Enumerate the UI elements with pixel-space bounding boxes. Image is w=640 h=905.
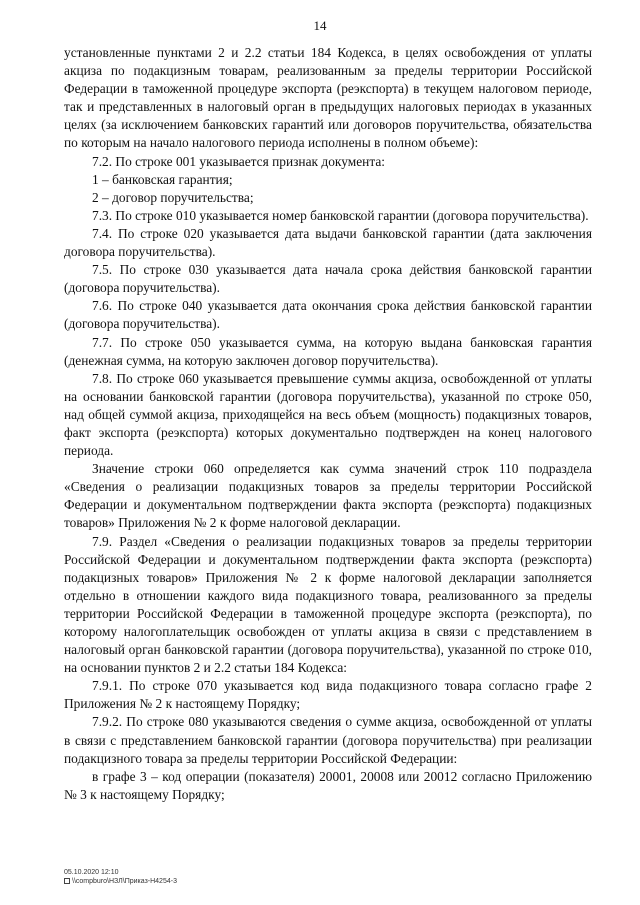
document-body <box>64 44 592 804</box>
footer-file-path: \\compburo\НЗЛ\Приказ-Н4254-3 <box>72 878 177 885</box>
paragraph: 7.2. По строке 001 указывается признак документа: <box>92 153 386 169</box>
paragraph: 7.6. По строке 040 указывается дата окончания срока действия банковской гарантии (договора поручительства). <box>64 298 592 332</box>
paragraph: 7.9.2. По строке 080 указываются сведения о сумме акциза, освобожденной от уплаты в связи с представлением банковской гарантии (договора поручительства) при реализации подакцизного товара за пределы территории Российской Федерации: <box>64 714 592 766</box>
paragraph: 2 – договор поручительства; <box>92 189 254 205</box>
paragraph: Значение строки 060 определяется как сумма значений строк 110 подраздела «Сведения о реализации подакцизных товаров за пределы территории Российской Федерации и документальном подтверждении факта экспорта (реэкспорта) подакцизных товаров» Приложения № 2 к форме налоговой декларации. <box>64 461 592 531</box>
paragraph: 7.9. Раздел «Сведения о реализации подакцизных товаров за пределы территории Российской Федерации и документальном подтверждении факта экспорта (реэкспорта) подакцизных товаров» Приложения № 2 к форме налоговой декларации заполняется отдельно в отношении каждого вида подакцизного товара, реализованного за пределы территории Российской Федерации в таможенной процедуре экспорта (реэкспорта), по которому налогоплательщик освобожден от уплаты акциза в связи с представлением в налоговый орган банковской гарантии (договора поручительства), указанной по строке 010, на основании пунктов 2 и 2.2 статьи 184 Кодекса: <box>64 533 592 676</box>
paragraph: 7.5. По строке 030 указывается дата начала срока действия банковской гарантии (договора поручительства). <box>64 262 592 296</box>
paragraph: 7.8. По строке 060 указывается превышение суммы акциза, освобожденной от уплаты на основании банковской гарантии (договора поручительства), указанной по строке 050, над общей суммой акциза, приходящейся на весь объем (мощность) подакцизных товаров, факт экспорта (реэкспорта) которых документально подтвержден на конец налогового периода. <box>64 370 592 459</box>
footer-date: 05.10.2020 12:10 <box>64 869 119 876</box>
paragraph: 7.7. По строке 050 указывается сумма, на которую выдана банковская гарантия (денежная сумма, на которую заключен договор поручительства). <box>64 334 592 368</box>
file-icon <box>64 878 70 884</box>
paragraph: в графе 3 – код операции (показателя) 20001, 20008 или 20012 согласно Приложению № 3 к настоящему Порядку; <box>64 768 592 802</box>
paragraph: 7.4. По строке 020 указывается дата выдачи банковской гарантии (дата заключения договора поручительства). <box>64 225 592 260</box>
paragraph: 1 – банковская гарантия; <box>92 171 233 187</box>
page-number: 14 <box>313 18 327 33</box>
paragraph: установленные пунктами 2 и 2.2 статьи 184 Кодекса, в целях освобождения от уплаты акциза по подакцизным товарам, реализованным за пределы территории Российской Федерации в таможенной процедуре экспорта (реэкспорта) в текущем налоговом периоде, так и представленных в налоговый орган в предыдущих налоговых периодах в указанных целях (за исключением банковских гарантий или договоров поручительства, обязательства по которым на начало налогового периода исполнены в полном объеме): <box>64 45 592 151</box>
paragraph: 7.3. По строке 010 указывается номер банковской гарантии (договора поручительства). <box>92 207 589 223</box>
paragraph: 7.9.1. По строке 070 указывается код вида подакцизного товара согласно графе 2 Приложения № 2 к настоящему Порядку; <box>64 678 592 712</box>
footer-file-path-line <box>64 877 177 886</box>
document-footer <box>64 868 177 886</box>
